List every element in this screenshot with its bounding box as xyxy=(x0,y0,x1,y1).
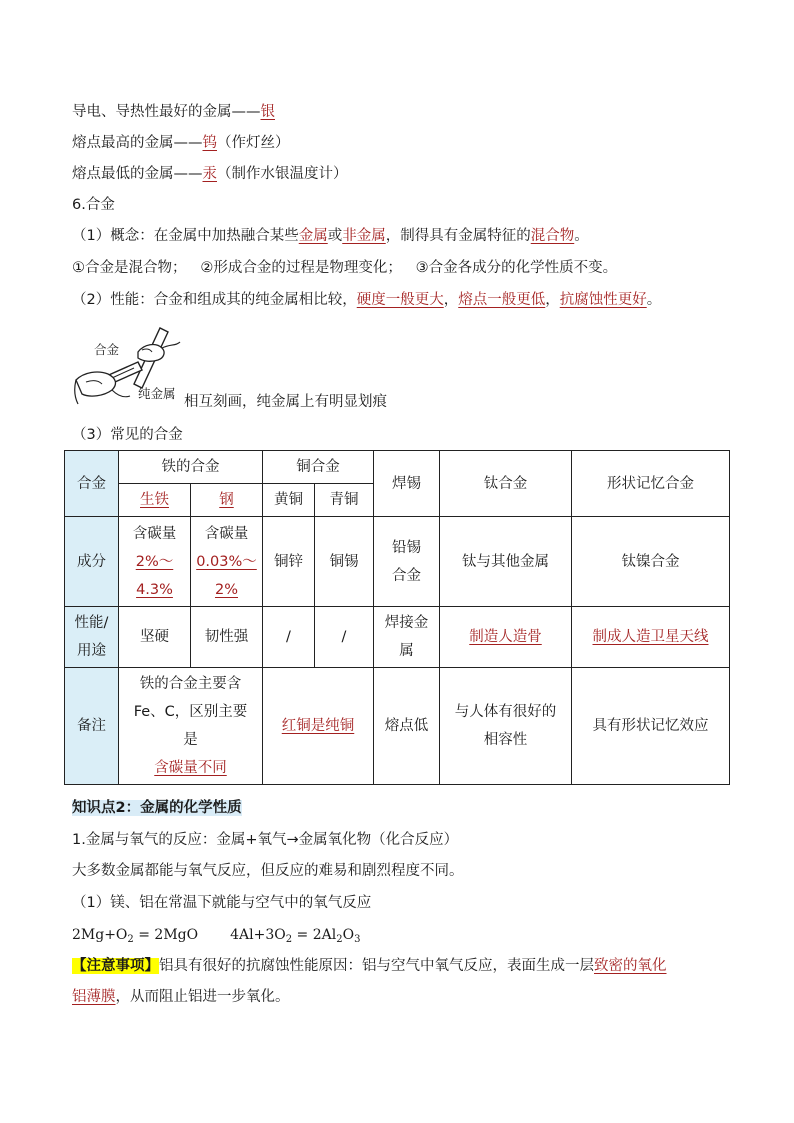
common-alloys-heading: （3）常见的合金 xyxy=(72,427,183,443)
note-memory: 具有形状记忆效应 xyxy=(572,668,730,785)
header-iron-alloy: 铁的合金 xyxy=(119,451,263,484)
use-bronze: / xyxy=(315,607,374,668)
header-alloy: 合金 xyxy=(65,451,119,517)
fact-lowest-melting: 熔点最低的金属——汞（制作水银温度计） xyxy=(72,166,348,182)
attention-note-line2: 铝薄膜，从而阻止铝进一步氧化。 xyxy=(72,989,290,1005)
fact-best-conductor: 导电、导热性最好的金属——银 xyxy=(72,104,275,120)
most-metals-react: 大多数金属都能与氧气反应，但反应的难易和剧烈程度不同。 xyxy=(72,863,464,879)
header-copper-alloy: 铜合金 xyxy=(263,451,374,484)
answer-silver: 银 xyxy=(260,104,275,120)
use-steel: 韧性强 xyxy=(191,607,263,668)
header-bronze: 青铜 xyxy=(315,484,374,517)
scratch-result: 相互刻画，纯金属上有明显划痕 xyxy=(184,394,387,410)
alloy-concept: （1）概念：在金属中加热融合某些金属或非金属，制得具有金属特征的混合物。 xyxy=(72,228,589,244)
label-pure-metal: 纯金属 xyxy=(138,386,176,401)
header-shape-memory-alloy: 形状记忆合金 xyxy=(572,451,730,517)
header-pig-iron: 生铁 xyxy=(119,484,191,517)
use-solder: 焊接金 属 xyxy=(374,607,440,668)
metal-oxygen-reaction: 1.金属与氧气的反应：金属+氧气→金属氧化物（化合反应） xyxy=(72,832,459,848)
row-label-use: 性能/ 用途 xyxy=(65,607,119,668)
row-label-note: 备注 xyxy=(65,668,119,785)
fact-highest-melting: 熔点最高的金属——钨（作灯丝） xyxy=(72,135,290,151)
section-heading-alloy: 6.合金 xyxy=(72,197,115,213)
note-titanium: 与人体有很好的 相容性 xyxy=(440,668,572,785)
common-alloys-table xyxy=(64,450,730,785)
alloy-properties: （2）性能：合金和组成其的纯金属相比较，硬度一般更大，熔点一般更低，抗腐蚀性更好。 xyxy=(72,292,662,308)
header-titanium-alloy: 钛合金 xyxy=(440,451,572,517)
note-iron-alloy: 铁的合金主要含 Fe、C，区别主要 是 含碳量不同 xyxy=(119,668,263,785)
attention-note-line1: 【注意事项】铝具有很好的抗腐蚀性能原因：铝与空气中氧气反应，表面生成一层致密的氧化 xyxy=(72,958,667,974)
comp-solder: 铅锡 合金 xyxy=(374,517,440,607)
header-brass: 黄铜 xyxy=(263,484,315,517)
reaction-equations xyxy=(72,925,360,950)
comp-brass: 铜锌 xyxy=(263,517,315,607)
answer-mercury: 汞 xyxy=(202,166,217,182)
header-steel: 钢 xyxy=(191,484,263,517)
note-solder: 熔点低 xyxy=(374,668,440,785)
attention-tag: 【注意事项】 xyxy=(72,958,159,974)
comp-memory: 钛镍合金 xyxy=(572,517,730,607)
use-memory: 制成人造卫星天线 xyxy=(572,607,730,668)
mg-al-react: （1）镁、铝在常温下就能与空气中的氧气反应 xyxy=(72,895,372,911)
use-brass: / xyxy=(263,607,315,668)
comp-bronze: 铜锡 xyxy=(315,517,374,607)
note-copper-alloy: 红铜是纯铜 xyxy=(263,668,374,785)
header-solder: 焊锡 xyxy=(374,451,440,517)
answer-tungsten: 钨 xyxy=(202,135,217,151)
comp-titanium: 钛与其他金属 xyxy=(440,517,572,607)
use-titanium: 制造人造骨 xyxy=(440,607,572,668)
comp-pig-iron: 含碳量 2%～ 4.3% xyxy=(119,517,191,607)
equation-mg: $2Mg+O_2 = 2MgO$ xyxy=(72,927,199,945)
comp-steel: 含碳量 0.03%～ 2% xyxy=(191,517,263,607)
alloy-key-points: ①合金是混合物； ②形成合金的过程是物理变化； ③合金各成分的化学性质不变。 xyxy=(72,260,618,276)
equation-al: $4Al+3O_2 = 2Al_2O_3$ xyxy=(230,927,361,945)
scratch-test-figure xyxy=(72,322,184,408)
row-label-composition: 成分 xyxy=(65,517,119,607)
use-pig-iron: 坚硬 xyxy=(119,607,191,668)
knowledge-point-2-heading: 知识点2：金属的化学性质 xyxy=(72,800,242,816)
label-alloy: 合金 xyxy=(94,342,120,357)
